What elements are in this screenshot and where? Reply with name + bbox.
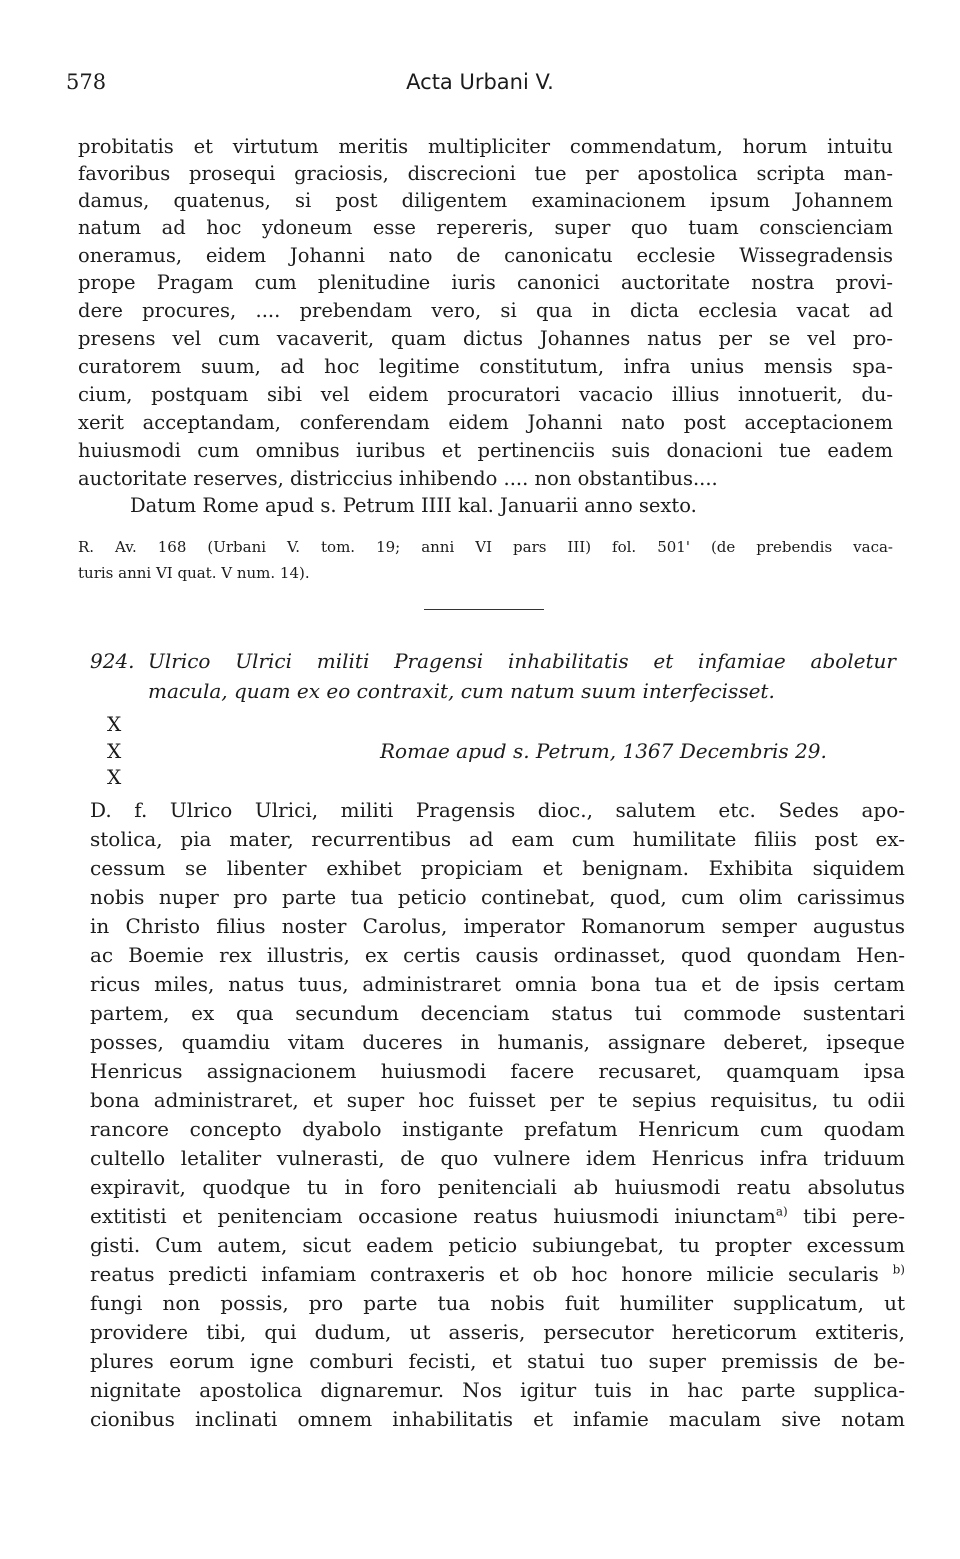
body-line: partem, ex qua secundum decenciam status tui commode sustentari xyxy=(90,1001,905,1025)
footnote-marker-a: a) xyxy=(775,1204,788,1219)
page-number: 578 xyxy=(66,70,107,94)
body-line: in Christo filius noster Carolus, imperator Romanorum semper augustus xyxy=(90,914,905,938)
text-line: cium, postquam sibi vel eidem procuratori vacacio illius innotuerit, du- xyxy=(78,383,893,406)
body-line: plures eorum igne comburi fecisti, et statui tuo super premissis de be- xyxy=(90,1349,905,1373)
body-line-text: reatus predicti infamiam contraxeris et ob hoc honore milicie secularis xyxy=(90,1262,879,1286)
body-line: D. f. Ulrico Ulrici, militi Pragensis dioc., salutem etc. Sedes apo- xyxy=(90,798,905,822)
text-line: xerit acceptandam, conferendam eidem Johanni nato post acceptacionem xyxy=(78,411,893,434)
separator-rule xyxy=(424,609,544,610)
text-line: auctoritate reserves, districcius inhibendo .... non obstantibus.... xyxy=(78,467,718,490)
body-line: cessum se libenter exhibet propiciam et benignam. Exhibita siquidem xyxy=(90,856,905,880)
running-title: Acta Urbani V. xyxy=(406,70,554,94)
text-line: curatorem suum, ad hoc legitime constitutum, infra unius mensis spa- xyxy=(78,355,893,378)
text-line: favoribus prosequi graciosis, discrecioni tue per apostolica scripta man- xyxy=(78,162,893,185)
body-line: fungi non possis, pro parte tua nobis fuit humiliter supplicatum, ut xyxy=(90,1291,905,1315)
mark-x: X xyxy=(107,765,122,789)
place-date: Romae apud s. Petrum, 1367 Decembris 29. xyxy=(380,739,827,763)
body-line: gisti. Cum autem, sicut eadem peticio subiungebat, tu propter excessum xyxy=(90,1233,905,1257)
entry-title-line-1: Ulrico Ulrici militi Pragensi inhabilitatis et infamiae aboletur xyxy=(148,649,896,673)
body-line: stolica, pia mater, recurrentibus ad eam cum humilitate filiis post ex- xyxy=(90,827,905,851)
body-line: rancore concepto dyabolo instigante prefatum Henricum cum quodam xyxy=(90,1117,905,1141)
reference-line: turis anni VI quat. V num. 14). xyxy=(78,564,310,582)
body-line: cultello letaliter vulnerasti, de quo vulnere idem Henricus infra triduum xyxy=(90,1146,905,1170)
body-line-with-footnote xyxy=(90,1261,905,1288)
text-line: damus, quatenus, si post diligentem examinacionem ipsum Johannem xyxy=(78,189,893,212)
mark-x: X xyxy=(107,712,122,736)
text-line: dere procures, .... prebendam vero, si qua in dicta ecclesia vacat ad xyxy=(78,299,893,322)
text-line: natum ad hoc ydoneum esse repereris, super quo tuam conscienciam xyxy=(78,216,893,239)
mark-x: X xyxy=(107,739,122,763)
text-line: presens vel cum vacaverit, quam dictus Johannes natus per se vel pro- xyxy=(78,327,893,350)
text-line: probitatis et virtutum meritis multipliciter commendatum, horum intuitu xyxy=(78,135,893,158)
body-line: posses, quamdiu vitam duceres in humanis, assignare deberet, ipseque xyxy=(90,1030,905,1054)
body-line: bona administraret, et super hoc fuisset per te sepius requisitus, tu odii xyxy=(90,1088,905,1112)
body-line-with-footnote xyxy=(90,1203,905,1230)
body-line: providere tibi, qui dudum, ut asseris, persecutor hereticorum extiteris, xyxy=(90,1320,905,1344)
body-line: nignitate apostolica dignaremur. Nos igitur tuis in hac parte supplica- xyxy=(90,1378,905,1402)
footnote-marker-b: b) xyxy=(892,1262,905,1277)
entry-number: 924. xyxy=(90,649,135,673)
reference-line: R. Av. 168 (Urbani V. tom. 19; anni VI pars III) fol. 501' (de prebendis vaca- xyxy=(78,538,893,556)
text-line: prope Pragam cum plenitudine iuris canonici auctoritate nostra provi- xyxy=(78,271,893,294)
body-line: ac Boemie rex illustris, ex certis causis ordinasset, quod quondam Hen- xyxy=(90,943,905,967)
body-line-tail: tibi pere- xyxy=(787,1204,905,1228)
body-line: cionibus inclinati omnem inhabilitatis et infamie maculam sive notam xyxy=(90,1407,905,1431)
text-line: huiusmodi cum omnibus iuribus et pertinenciis suis donacioni tue eadem xyxy=(78,439,893,462)
body-line-text: extitisti et penitenciam occasione reatus huiusmodi iniunctam xyxy=(90,1204,776,1228)
body-line: Henricus assignacionem huiusmodi facere recusaret, quamquam ipsa xyxy=(90,1059,905,1083)
body-line: ricus miles, natus tuus, administraret omnia bona tua et de ipsis certam xyxy=(90,972,905,996)
text-line: oneramus, eidem Johanni nato de canonicatu ecclesie Wissegradensis xyxy=(78,244,893,267)
entry-title-line-2: macula, quam ex eo contraxit, cum natum suum interfecisset. xyxy=(148,679,775,703)
body-line: expiravit, quodque tu in foro penitenciali ab huiusmodi reatu absolutus xyxy=(90,1175,905,1199)
datum-line: Datum Rome apud s. Petrum IIII kal. Januarii anno sexto. xyxy=(130,494,697,517)
body-line: nobis nuper pro parte tua peticio continebat, quod, cum olim carissimus xyxy=(90,885,905,909)
